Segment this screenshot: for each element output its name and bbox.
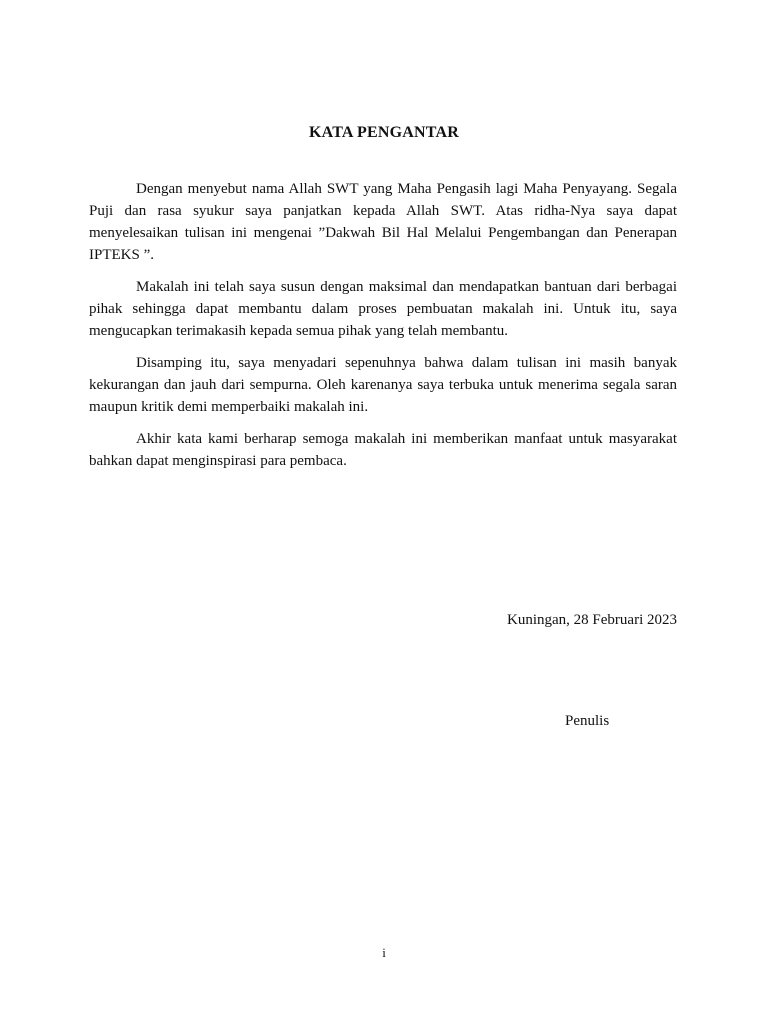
paragraph: Dengan menyebut nama Allah SWT yang Maha Pengasih lagi Maha Penyayang. Segala Puji dan rasa syukur saya panjatkan kepada Allah SWT. Atas ridha-Nya saya dapat menyelesaikan tulisan ini mengenai ”Dakwah Bil Hal Melalui Pengembangan dan Penerapan IPTEKS ”. — [89, 181, 677, 263]
place-date: Kuningan, 28 Februari 2023 — [507, 612, 677, 628]
body-text — [89, 178, 677, 482]
paragraph: Makalah ini telah saya susun dengan maksimal dan mendapatkan bantuan dari berbagai pihak sehingga dapat membantu dalam proses pembuatan makalah ini. Untuk itu, saya mengucapkan terimakasih kepada semua pihak yang telah membantu. — [89, 279, 677, 339]
paragraph: Disamping itu, saya menyadari sepenuhnya bahwa dalam tulisan ini masih banyak kekurangan dan jauh dari sempurna. Oleh karenanya saya terbuka untuk menerima segala saran maupun kritik demi memperbaiki makalah ini. — [89, 355, 677, 415]
page-title: KATA PENGANTAR — [309, 124, 459, 141]
paragraph: Akhir kata kami berharap semoga makalah ini memberikan manfaat untuk masyarakat bahkan dapat menginspirasi para pembaca. — [89, 431, 677, 469]
author-signature: Penulis — [565, 713, 610, 729]
page-number: i — [382, 945, 386, 960]
